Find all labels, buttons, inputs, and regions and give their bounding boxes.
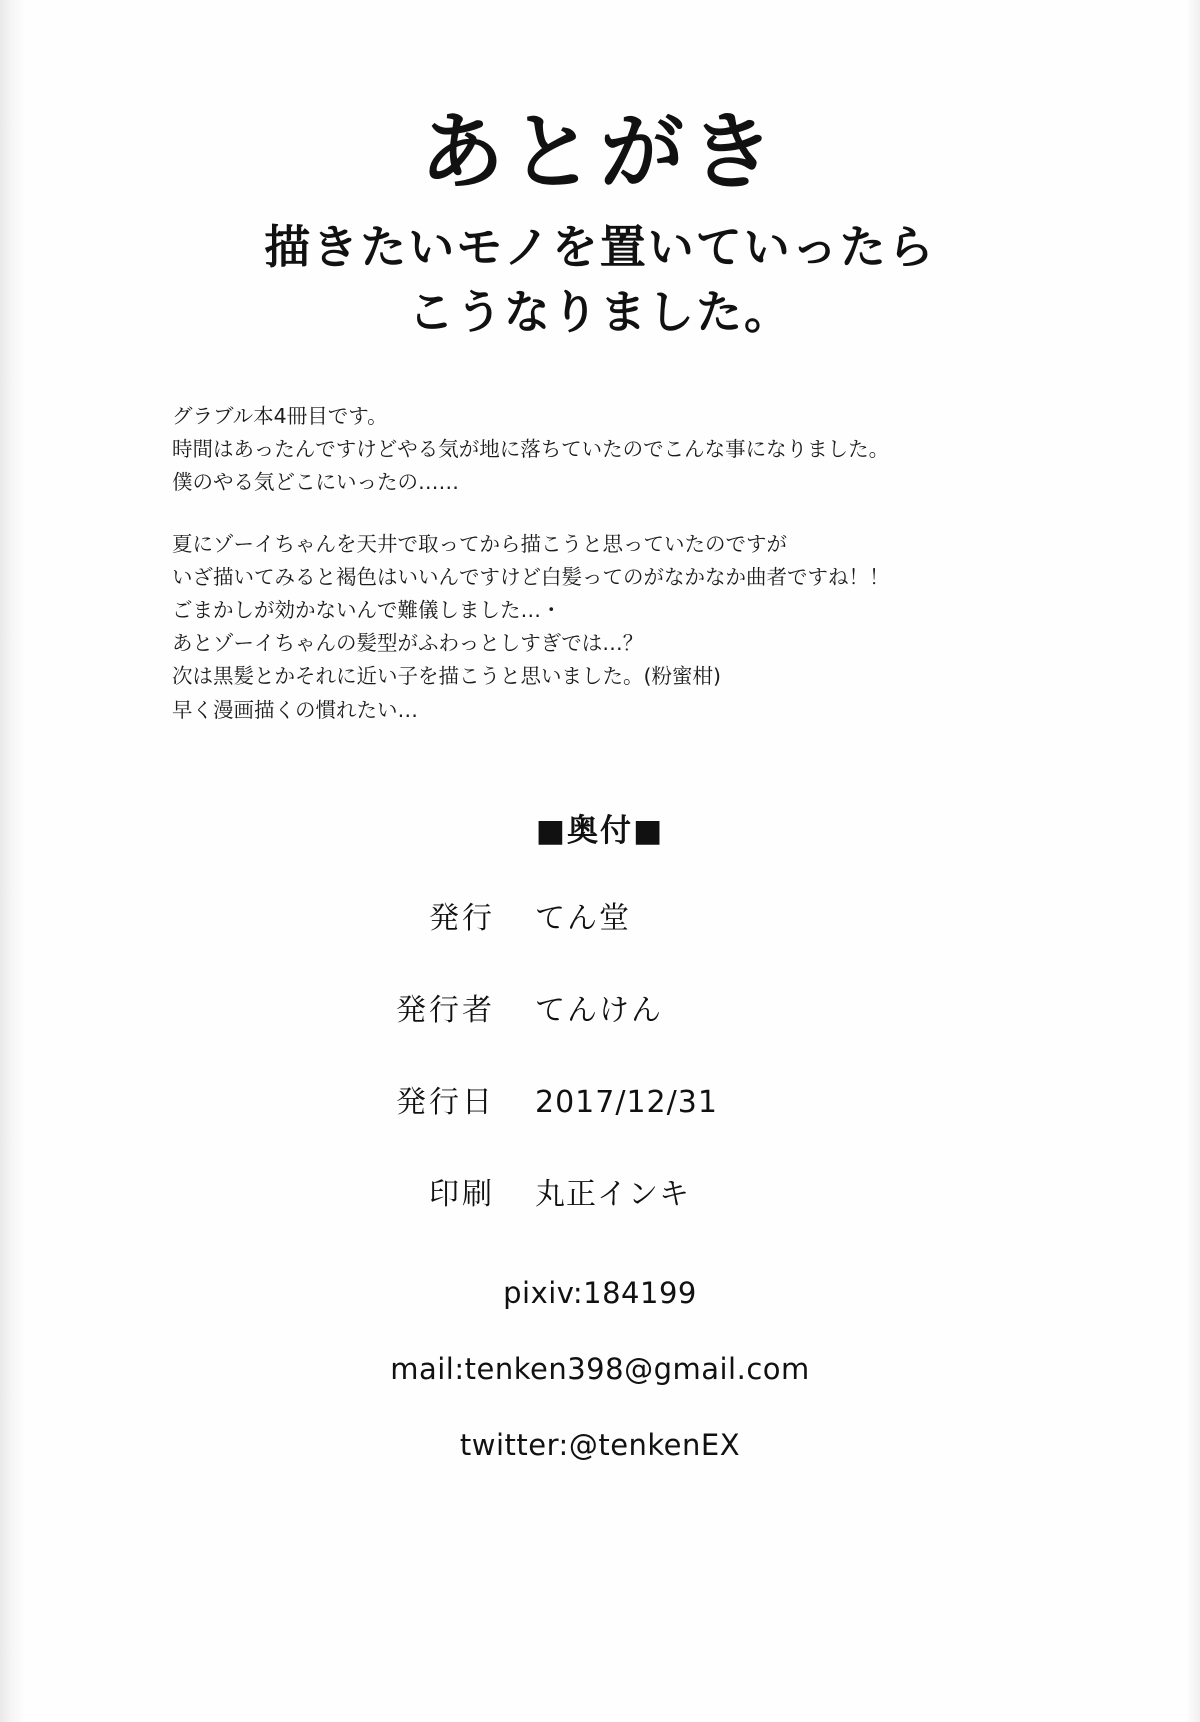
paragraph-spacer xyxy=(172,500,1072,528)
afterword-line: ごまかしが効かないんで難儀しました…・ xyxy=(172,598,562,623)
afterword-line: あとゾーイちゃんの髪型がふわっとしすぎでは…？ xyxy=(172,631,644,656)
afterword-body xyxy=(172,400,1072,727)
colophon-row xyxy=(0,1169,1200,1261)
colophon-row xyxy=(0,893,1200,985)
afterword-line: 次は黒髪とかそれに近い子を描こうと思いました。(粉蜜柑) xyxy=(172,664,721,689)
colophon-label: 発行者 xyxy=(396,993,495,1028)
colophon-table xyxy=(0,893,1200,1261)
contact-pixiv: pixiv:184199 xyxy=(503,1276,697,1310)
afterword-line: 早く漫画描くの慣れたい… xyxy=(172,697,418,722)
contact-list xyxy=(0,1255,1200,1483)
colophon-title: ■奥付■ xyxy=(535,813,665,849)
afterword-line: いざ描いてみると褐色はいいんですけど白髪ってのがなかなか曲者ですね！！ xyxy=(172,564,890,589)
afterword-line: 夏にゾーイちゃんを天井で取ってから描こうと思っていたのですが xyxy=(172,531,787,556)
colophon-row xyxy=(0,1077,1200,1169)
afterword-subheadline-line-1: 描きたいモノを置いていったら xyxy=(264,220,936,274)
colophon-row xyxy=(0,985,1200,1077)
afterword-line: 時間はあったんですけどやる気が地に落ちていたのでこんな事になりました。 xyxy=(172,437,890,462)
colophon-label: 発行 xyxy=(429,901,495,936)
colophon-value: てんけん xyxy=(535,993,663,1028)
colophon-value: 2017/12/31 xyxy=(535,1085,718,1120)
afterword-headline: あとがき xyxy=(419,103,780,201)
contact-twitter: twitter:@tenkenEX xyxy=(459,1428,741,1462)
afterword-line: 僕のやる気どこにいったの…… xyxy=(172,470,459,495)
afterword-subheadline xyxy=(0,215,1200,346)
colophon-value: てん堂 xyxy=(535,901,631,936)
contact-mail: mail:tenken398@gmail.com xyxy=(390,1352,810,1386)
colophon-label: 印刷 xyxy=(429,1177,495,1212)
colophon-label: 発行日 xyxy=(396,1085,495,1120)
colophon-value: 丸正インキ xyxy=(535,1177,690,1212)
afterword-subheadline-line-2: こうなりました。 xyxy=(408,285,792,340)
afterword-line: グラブル本4冊目です。 xyxy=(172,404,388,428)
